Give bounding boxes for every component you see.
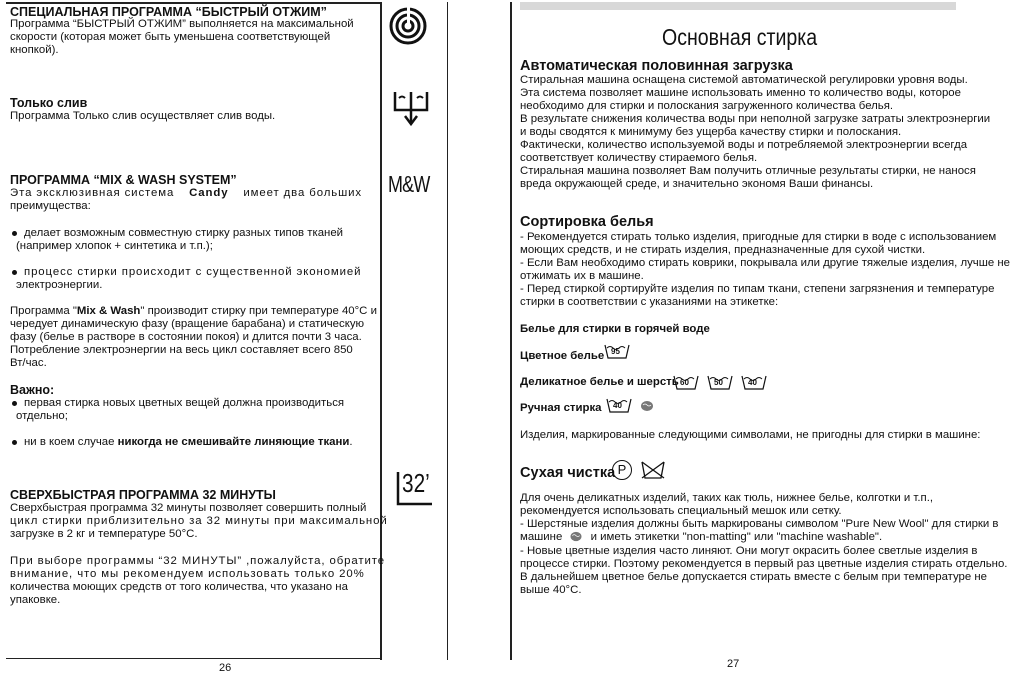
- half-load-title: Автоматическая половинная загрузка: [520, 58, 793, 74]
- dry-line-3: - Шерстяные изделия должны быть маркированы символом "Pure New Wool" для стирки в: [520, 518, 999, 530]
- half-load-line-6: Фактически, количество используемой воды и потребляемой электроэнергии всегда: [520, 139, 968, 151]
- important-2-bold: никогда не смешивайте линяющие ткани: [117, 436, 350, 448]
- page-number-left: 26: [219, 662, 232, 674]
- left-bottom-rule: [6, 658, 382, 659]
- wash-60-temp: 60: [680, 378, 689, 387]
- spin-icon: [388, 6, 428, 46]
- mix-wash-bullet-2-cont: электроэнергии.: [16, 279, 103, 291]
- wash-40-temp: 40: [748, 378, 757, 387]
- mix-wash-bullet-2: процесс стирки происходит с существенной экономией: [24, 266, 362, 278]
- delicate-wash-label: Деликатное белье и шерсть: [520, 376, 679, 388]
- sorting-line-3: - Если Вам необходимо стирать коврики, покрывала или другие тяжелые изделия, лучше не: [520, 257, 1010, 269]
- important-bullet-1: первая стирка новых цветных вещей должна производиться: [24, 397, 345, 409]
- wash-50-icon: [707, 375, 733, 390]
- super-fast-line-1: Сверхбыстрая программа 32 минуты позволяет совершить полный: [10, 502, 367, 514]
- mix-wash-bullet-1: делает возможным совместную стирку разных типов тканей: [24, 227, 344, 239]
- dry-line-5: - Новые цветные изделия часто линяют. Они могут окрасить более светлые изделия в: [520, 545, 978, 557]
- dry-line-2: рекомендуется использовать специальный мешок или сетку.: [520, 505, 842, 517]
- wool-icon: [640, 400, 654, 412]
- left-symbol-rule: [447, 2, 448, 660]
- sorting-line-5: - Перед стиркой сортируйте изделия по типам ткани, степени загрязнения и температуре: [520, 283, 995, 295]
- sorting-line-2: моющих средств, и не стирать изделия, предназначенные для сухой чистки.: [520, 244, 926, 256]
- dry-line-4: [520, 531, 882, 544]
- sorting-title: Сортировка белья: [520, 214, 654, 230]
- half-load-line-5: и воды сводятся к минимуму без ущерба качеству стирки и полоскания.: [520, 126, 902, 138]
- hand-wash-40-icon: [606, 398, 632, 413]
- important-label: Важно:: [10, 383, 55, 397]
- right-top-bar: [520, 2, 956, 10]
- thirty-two-label: 32’: [402, 468, 430, 498]
- mix-wash-intro-pre: Эта эксклюзивная система: [10, 187, 175, 199]
- mix-wash-para-pre: Программа ": [10, 305, 77, 317]
- dry-line-6: процессе стирки. Поэтому рекомендуется в первый раз цветные изделия стирать отдельно.: [520, 558, 1008, 570]
- dry-clean-title: Сухая чистка: [520, 465, 616, 481]
- drain-line: Программа Только слив осуществляет слив воды.: [10, 110, 276, 122]
- wash-95-icon: [604, 344, 630, 359]
- hot-wash-label: Белье для стирки в горячей воде: [520, 323, 710, 335]
- mix-wash-para-line-1: [10, 305, 377, 318]
- half-load-line-8: Стиральная машина позволяет Вам получить отличные результаты стирки, не нанося: [520, 165, 976, 177]
- fast-spin-title: СПЕЦИАЛЬНАЯ ПРОГРАММА “БЫСТРЫЙ ОТЖИМ”: [10, 5, 327, 19]
- half-load-line-7: соответствует количеству стираемого белья.: [520, 152, 758, 164]
- half-load-line-3: необходимо для стирки и полоскания загруженного количества белья.: [520, 100, 894, 112]
- not-suitable-text: Изделия, маркированные следующими символами, не пригодны для стирки в машине:: [520, 429, 981, 441]
- drain-icon: [393, 88, 429, 128]
- sorting-line-1: - Рекомендуется стирать только изделия, пригодные для стирки в воде с использованием: [520, 231, 997, 243]
- color-wash-label: Цветное белье: [520, 350, 605, 362]
- important-2-post: .: [349, 436, 353, 448]
- half-load-line-4: В результате снижения количества воды при неполной загрузке затраты электроэнергии: [520, 113, 991, 125]
- mix-wash-para-line-4: Потребление электроэнергии на весь цикл составляет всего 850: [10, 344, 353, 356]
- drain-title: Только слив: [10, 96, 88, 110]
- wool-mark-icon: [569, 531, 583, 542]
- dry-line-1: Для очень деликатных изделий, таких как тюль, нижнее белье, колготки и т.п.,: [520, 492, 934, 504]
- left-top-rule: [6, 2, 380, 4]
- wash-60-icon: [673, 375, 699, 390]
- hand-wash-label: Ручная стирка: [520, 402, 602, 414]
- fast-spin-line-2: скорости (которая может быть уменьшена соответствующей: [10, 31, 331, 43]
- super-fast-title: СВЕРХБЫСТРАЯ ПРОГРАММА 32 МИНУТЫ: [10, 488, 276, 502]
- super-fast-p2-line-3: количества моющих средств от того количества, что указано на: [10, 581, 348, 593]
- thirty-two-minute-icon: [396, 466, 436, 510]
- mix-wash-para-post: " производит стирку при температуре 40°C и: [140, 305, 377, 317]
- mix-wash-para-line-5: Вт/час.: [10, 357, 47, 369]
- wash-95-temp: 95: [611, 347, 620, 356]
- fast-spin-line-3: кнопкой).: [10, 44, 59, 56]
- dry-clean-p-icon: P: [612, 460, 632, 480]
- mix-wash-title: ПРОГРАММА “MIX & WASH SYSTEM”: [10, 173, 237, 187]
- right-page-rule: [510, 2, 512, 660]
- mix-wash-intro-post: имеет два больших: [243, 187, 362, 199]
- super-fast-line-3: загрузке в 2 кг и температуре 50°C.: [10, 528, 198, 540]
- main-wash-heading: Основная стирка: [662, 24, 818, 50]
- mix-wash-intro-line-2: преимущества:: [10, 200, 91, 212]
- half-load-line-1: Стиральная машина оснащена системой автоматической регулировки уровня воды.: [520, 74, 968, 86]
- half-load-line-9: вреда окружающей среде, и значительно экономя Ваши финансы.: [520, 178, 874, 190]
- super-fast-p2-line-2: внимание, что мы рекомендуем использовать только 20%: [10, 568, 365, 580]
- super-fast-p2-line-4: упаковке.: [10, 594, 61, 606]
- no-wash-icon: [641, 461, 665, 479]
- important-2-pre: ни в коем случае: [24, 436, 115, 448]
- mix-wash-bullet-1-cont: (например хлопок + синтетика и т.п.);: [16, 240, 213, 252]
- mix-wash-brand: Candy: [189, 187, 229, 199]
- page-number-right: 27: [727, 658, 740, 670]
- mix-wash-para-bold: Mix & Wash: [76, 305, 141, 317]
- important-bullet-2: [24, 436, 353, 449]
- wash-50-temp: 50: [714, 378, 723, 387]
- half-load-line-2: Эта система позволяет машине использовать именно то количество воды, которое: [520, 87, 961, 99]
- super-fast-line-2: цикл стирки приблизительно за 32 минуты при максимальной: [10, 515, 388, 527]
- important-bullet-1-cont: отдельно;: [16, 410, 68, 422]
- mix-wash-intro: [10, 187, 362, 200]
- super-fast-p2-line-1: При выборе программы “32 МИНУТЫ” ,пожалуйста, обратите: [10, 555, 385, 567]
- dry-line-8: выше 40°C.: [520, 584, 582, 596]
- dry-line-7: В дальнейшем цветное белье допускается стирать вместе с белым при температуре не: [520, 571, 988, 583]
- dry-machine-post: и иметь этикетки "non-matting" или "machine washable".: [590, 531, 883, 543]
- sorting-line-6: стирки в соответствии с указаниями на этикетке:: [520, 296, 779, 308]
- dry-machine-pre: машине: [520, 531, 563, 543]
- fast-spin-line-1: Программа “БЫСТРЫЙ ОТЖИМ” выполняется на максимальной: [10, 18, 354, 30]
- mix-wash-para-line-3: фазу (белье в растворе в состоянии покоя) и длится почти 3 часа.: [10, 331, 362, 343]
- wash-40-icon: [741, 375, 767, 390]
- mix-wash-symbol: M&W: [388, 171, 430, 197]
- hand-wash-temp: 40: [613, 401, 622, 410]
- sorting-line-4: отжимать их в машине.: [520, 270, 644, 282]
- mix-wash-para-line-2: чередует динамическую фазу (вращение барабана) и статическую: [10, 318, 365, 330]
